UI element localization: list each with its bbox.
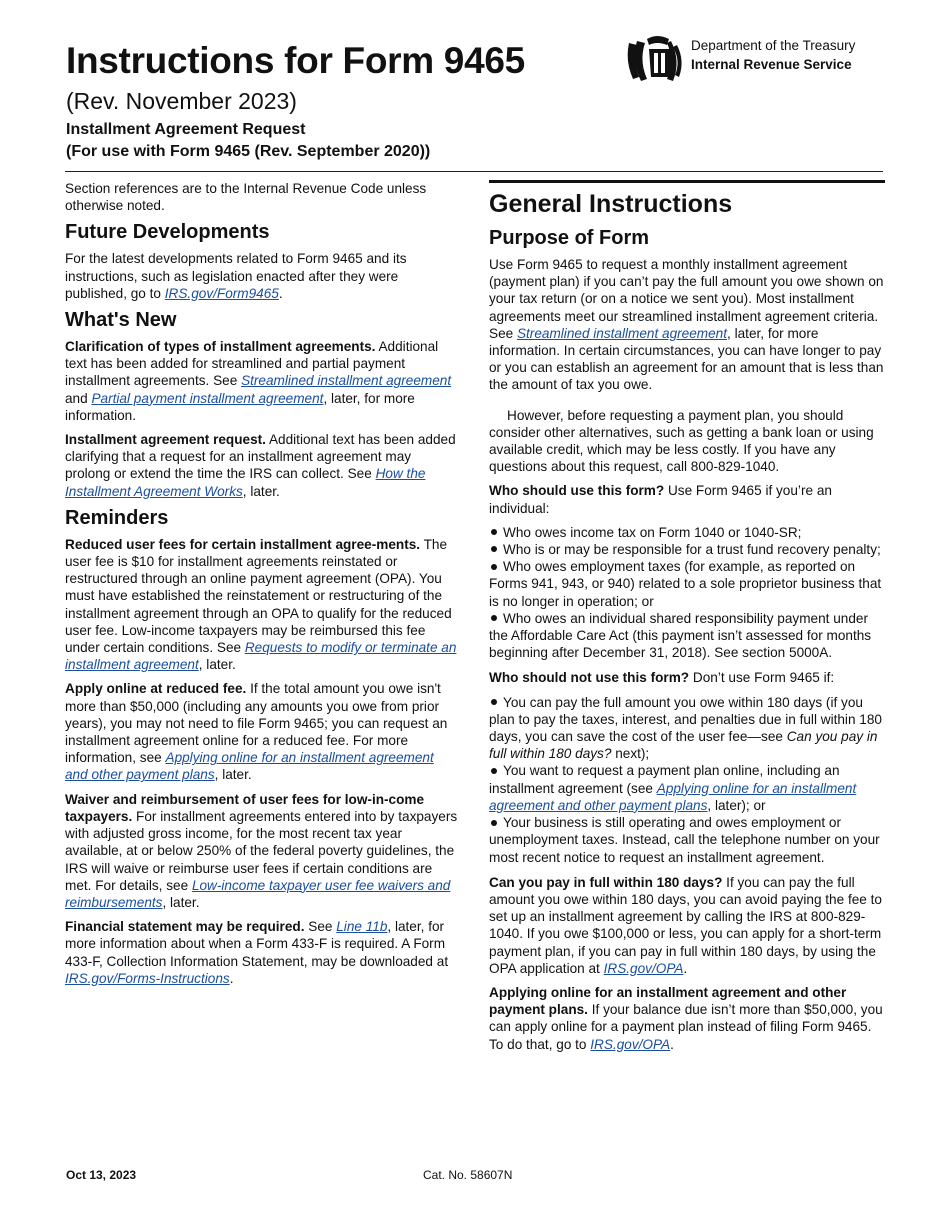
purpose-streamlined-link[interactable]: Streamlined installment agreement [516,325,728,341]
purpose-heading: Purpose of Form [489,227,650,249]
revision-date: (Rev. November 2023) [66,88,297,114]
streamlined-link[interactable]: Streamlined installment agreement [241,373,452,389]
partial-payment-link[interactable]: Partial payment installment agreement [91,390,324,406]
who-should-use-paragraph: Who should use this form? Use Form 9465 if you’re an individual: [489,483,832,516]
footer-date: Oct 13, 2023 [66,1168,137,1182]
line-11b-link[interactable]: Line 11b [336,919,388,935]
modify-terminate-link[interactable]: Requests to modify or terminate an installment agreement [65,640,457,673]
list-item: Who is or may be responsible for a trust fund recovery penalty; [489,541,885,558]
whats-new-heading: What's New [65,309,177,332]
intro-text: Section references are to the Internal Revenue Code unless otherwise noted. [65,181,427,214]
opa-link-2[interactable]: IRS.gov/OPA [590,1036,671,1052]
opa-link[interactable]: IRS.gov/OPA [603,960,684,976]
left-column [65,180,460,994]
whonot-applying-online-link[interactable]: Applying online for an installment agreement and other payment plans [489,780,857,813]
clarification-paragraph: Clarification of types of installment agreements. Additional text has been added for streamlined and partial payment installment agreements. See Streamlined installment agreement and Partial payment installment agreement, later, for more information. [65,339,452,423]
list-item: You want to request a payment plan online, including an installment agreement (see Applying online for an installment agreement and other payment plans, later); or [489,763,857,813]
however-paragraph: However, before requesting a payment plan, you should consider other alternatives, such as getting a bank loan or using available credit, which may be less costly. If you have any questions about this request, call 800-829-1040. [489,407,874,475]
agency-subname: Internal Revenue Service [691,57,852,72]
section-rule [489,180,885,183]
applying-online-paragraph: Applying online for an installment agreement and other payment plans. If your balance due isn’t more than $50,000, you can apply online for a payment plan instead of filing Form 9465. To do that, go to IRS.gov/OPA. [489,984,883,1052]
future-developments-heading: Future Developments [65,221,270,244]
pay-in-full-paragraph: Can you pay in full within 180 days? If you can pay the full amount you owe within 180 days, you can avoid paying the fee to set up an installment agreement by calling the IRS at 800-829-1040. If you owe $100,000 or less, you can apply for a short-term payment plan, if you can pay in full within 180 days, by using the OPA application at IRS.gov/OPA. [489,874,882,976]
apply-online-paragraph: Apply online at reduced fee. If the total amount you owe isn't more than $50,000 (including any amounts you owe from prior years), you may not need to file Form 9465; you can request an installment agreement online for a reduced fee. For more information, see Applying online for an installment agreement and other payment plans, later. [65,681,448,783]
list-item: Who owes employment taxes (for example, as reported on Forms 941, 943, or 940) related to a sole proprietor business that is no longer in operation; or [489,559,882,609]
list-item: Who owes an individual shared responsibility payment under the Affordable Care Act (this payment isn’t assessed for months beginning after December 31, 2018). See section 5000A. [489,610,872,661]
forms-instructions-link[interactable]: IRS.gov/Forms-Instructions [65,970,230,986]
how-agreement-works-link[interactable]: How the Installment Agreement Works [65,466,426,499]
reduced-fees-paragraph: Reduced user fees for certain installment agree-ments. The user fee is $10 for installment agreements reinstated or restructured through an online payment agreement (OPA). You must have established the reinstatement or restructuring of the installment agreement through an OPA to qualify for the reduced user fee. Low-income taxpayers may be reimbursed this fee under certain conditions. See Requests to modify or terminate an installment agreement, later. [65,536,457,673]
who-should-not-use-paragraph: Who should not use this form? Don’t use Form 9465 if: [489,670,835,686]
irs-eagle-logo-icon [623,33,685,87]
purpose-paragraph: Use Form 9465 to request a monthly installment agreement (payment plan) if you can’t pay the full amount you owe shown on your tax return (or on a notice we sent you). Most installment agreements meet our streamlined installment agreement criteria. See Streamlined installment agreement, later, for more information. In certain circumstances, you can have longer to pay or you can establish an agreement for an amount that is less than the amount of tax you owe. [489,257,884,393]
irs-form9465-link[interactable]: IRS.gov/Form9465 [164,285,279,301]
who-should-not-use-list [489,694,885,866]
page-title: Instructions for Form 9465 [66,40,525,81]
agency-name: Department of the Treasury [691,38,856,53]
financial-statement-paragraph: Financial statement may be required. See Line 11b, later, for more information about when a Form 433-F is required. A Form 433-F, Collection Information Statement, may be downloaded at IRS.gov/Forms-Instructions. [65,919,449,986]
list-item: Who owes income tax on Form 1040 or 1040-SR; [489,524,885,541]
reminders-heading: Reminders [65,506,169,529]
subtitle-line1: Installment Agreement Request [66,121,306,138]
list-item: Your business is still operating and owes employment or unemployment taxes. Instead, call the telephone number on your most recent notice to request an installment agreement. [489,815,880,865]
right-column [489,180,885,1060]
general-instructions-heading: General Instructions [489,190,733,218]
who-should-use-list [489,524,885,662]
applying-online-link[interactable]: Applying online for an installment agreement and other payment plans [65,750,434,783]
installment-request-paragraph: Installment agreement request. Additional text has been added clarifying that a request for an installment agreement may prolong or extend the time the IRS can collect. See How the Installment Agreement Works, later. [65,432,456,499]
list-item: You can pay the full amount you owe within 180 days (if you plan to pay the taxes, interest, and penalties due in full within 180 days, you can save the cost of the user fee—see Can you pay in full within 180 days? next); [489,694,882,762]
header-divider [65,171,883,172]
future-developments-text: For the latest developments related to Form 9465 and its instructions, such as legislation enacted after they were published, go to IRS.gov/Form9465. [65,251,407,301]
catalog-number: Cat. No. 58607N [423,1168,513,1182]
waiver-paragraph: Waiver and reimbursement of user fees for low-in-come taxpayers. For installment agreements entered into by taxpayers with adjusted gross income, for the most recent tax year available, at or below 250% of the federal poverty guidelines, the IRS will waive or reimburse user fees if certain conditions are met. For details, see Low-income taxpayer user fee waivers and reimbursements, later. [65,791,458,910]
subtitle-line2: (For use with Form 9465 (Rev. September 2020)) [66,143,431,160]
low-income-waiver-link[interactable]: Low-income taxpayer user fee waivers and reimbursements [65,877,451,910]
